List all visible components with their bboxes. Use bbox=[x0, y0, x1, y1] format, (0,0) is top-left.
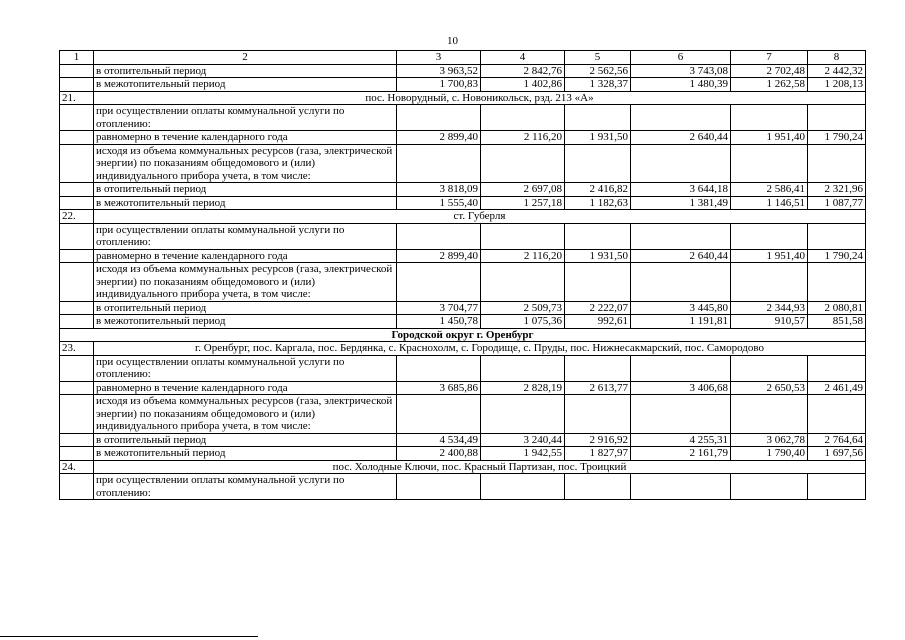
value-cell: 1 790,24 bbox=[808, 249, 866, 263]
value-cell bbox=[481, 474, 565, 500]
value-cell bbox=[397, 474, 481, 500]
row-index bbox=[60, 64, 94, 78]
value-cell: 2 697,08 bbox=[481, 183, 565, 197]
section-title: г. Оренбург, пос. Каргала, пос. Бердянка, с. Краснохолм, с. Городище, с. Пруды, пос. Нижнесакмарский, пос. Самородово bbox=[94, 342, 866, 356]
row-label: в межотопительный период bbox=[94, 196, 397, 210]
value-cell: 1 402,86 bbox=[481, 78, 565, 92]
value-cell: 2 828,19 bbox=[481, 381, 565, 395]
value-cell: 2 899,40 bbox=[397, 249, 481, 263]
table-row bbox=[60, 433, 866, 447]
value-cell: 2 344,93 bbox=[731, 301, 808, 315]
value-cell: 3 240,44 bbox=[481, 433, 565, 447]
value-cell: 3 818,09 bbox=[397, 183, 481, 197]
header-cell: 1 bbox=[60, 51, 94, 65]
row-label: исходя из объема коммунальных ресурсов (газа, электрической энергии) по показаниям общедомового и (или) индивидуального прибора учета, в том числе: bbox=[94, 263, 397, 302]
value-cell: 1 480,39 bbox=[631, 78, 731, 92]
row-index bbox=[60, 131, 94, 145]
value-cell: 1 697,56 bbox=[808, 447, 866, 461]
text-row bbox=[60, 474, 866, 500]
value-cell: 1 450,78 bbox=[397, 315, 481, 329]
value-cell bbox=[397, 263, 481, 302]
table-row bbox=[60, 315, 866, 329]
section-title: ст. Губерля bbox=[94, 210, 866, 224]
value-cell bbox=[808, 223, 866, 249]
value-cell bbox=[631, 395, 731, 434]
value-cell: 2 161,79 bbox=[631, 447, 731, 461]
value-cell: 2 461,49 bbox=[808, 381, 866, 395]
table-row bbox=[60, 301, 866, 315]
header-cell: 4 bbox=[481, 51, 565, 65]
value-cell bbox=[481, 105, 565, 131]
table-row bbox=[60, 183, 866, 197]
value-cell bbox=[631, 474, 731, 500]
value-cell: 2 321,96 bbox=[808, 183, 866, 197]
row-label: равномерно в течение календарного года bbox=[94, 249, 397, 263]
value-cell: 3 963,52 bbox=[397, 64, 481, 78]
value-cell bbox=[631, 223, 731, 249]
table-row bbox=[60, 78, 866, 92]
row-label: равномерно в течение календарного года bbox=[94, 131, 397, 145]
value-cell bbox=[565, 144, 631, 183]
row-label: исходя из объема коммунальных ресурсов (газа, электрической энергии) по показаниям общедомового и (или) индивидуального прибора учета, в том числе: bbox=[94, 144, 397, 183]
row-index bbox=[60, 474, 94, 500]
header-cell: 7 bbox=[731, 51, 808, 65]
district-heading-row bbox=[60, 328, 866, 342]
value-cell bbox=[397, 144, 481, 183]
row-label: при осуществлении оплаты коммунальной услуги по отоплению: bbox=[94, 355, 397, 381]
value-cell: 2 080,81 bbox=[808, 301, 866, 315]
value-cell bbox=[631, 263, 731, 302]
value-cell: 1 931,50 bbox=[565, 249, 631, 263]
row-index bbox=[60, 249, 94, 263]
header-cell: 3 bbox=[397, 51, 481, 65]
value-cell bbox=[731, 355, 808, 381]
value-cell: 2 222,07 bbox=[565, 301, 631, 315]
value-cell: 1 951,40 bbox=[731, 249, 808, 263]
value-cell bbox=[808, 474, 866, 500]
row-label: исходя из объема коммунальных ресурсов (газа, электрической энергии) по показаниям общедомового и (или) индивидуального прибора учета, в том числе: bbox=[94, 395, 397, 434]
value-cell: 1 075,36 bbox=[481, 315, 565, 329]
row-index bbox=[60, 447, 94, 461]
value-cell: 1 182,63 bbox=[565, 196, 631, 210]
value-cell: 3 406,68 bbox=[631, 381, 731, 395]
value-cell: 2 116,20 bbox=[481, 249, 565, 263]
value-cell bbox=[397, 395, 481, 434]
value-cell: 2 562,56 bbox=[565, 64, 631, 78]
value-cell bbox=[397, 223, 481, 249]
value-cell bbox=[731, 263, 808, 302]
value-cell bbox=[481, 355, 565, 381]
row-label: в межотопительный период bbox=[94, 447, 397, 461]
row-label: в межотопительный период bbox=[94, 315, 397, 329]
value-cell: 2 116,20 bbox=[481, 131, 565, 145]
section-number: 24. bbox=[60, 460, 94, 474]
value-cell: 1 191,81 bbox=[631, 315, 731, 329]
value-cell: 1 827,97 bbox=[565, 447, 631, 461]
value-cell: 1 942,55 bbox=[481, 447, 565, 461]
text-row bbox=[60, 105, 866, 131]
value-cell: 3 445,80 bbox=[631, 301, 731, 315]
table-row bbox=[60, 381, 866, 395]
value-cell: 3 704,77 bbox=[397, 301, 481, 315]
value-cell: 1 262,58 bbox=[731, 78, 808, 92]
value-cell: 1 790,40 bbox=[731, 447, 808, 461]
table-row bbox=[60, 131, 866, 145]
district-heading: Городской округ г. Оренбург bbox=[60, 328, 866, 342]
section-row bbox=[60, 210, 866, 224]
value-cell: 1 700,83 bbox=[397, 78, 481, 92]
header-cell: 6 bbox=[631, 51, 731, 65]
value-cell bbox=[731, 105, 808, 131]
value-cell: 910,57 bbox=[731, 315, 808, 329]
value-cell bbox=[481, 395, 565, 434]
value-cell bbox=[481, 263, 565, 302]
value-cell: 2 899,40 bbox=[397, 131, 481, 145]
value-cell: 3 062,78 bbox=[731, 433, 808, 447]
row-index bbox=[60, 355, 94, 381]
row-label: в отопительный период bbox=[94, 183, 397, 197]
table-row bbox=[60, 249, 866, 263]
header-cell: 2 bbox=[94, 51, 397, 65]
value-cell bbox=[808, 263, 866, 302]
row-index bbox=[60, 301, 94, 315]
section-title: пос. Новорудный, с. Новоникольск, рзд. 213 «А» bbox=[94, 91, 866, 105]
section-row bbox=[60, 342, 866, 356]
row-index bbox=[60, 223, 94, 249]
value-cell bbox=[808, 395, 866, 434]
row-index bbox=[60, 433, 94, 447]
value-cell: 1 790,24 bbox=[808, 131, 866, 145]
row-index bbox=[60, 315, 94, 329]
value-cell: 3 743,08 bbox=[631, 64, 731, 78]
value-cell: 2 400,88 bbox=[397, 447, 481, 461]
value-cell: 2 842,76 bbox=[481, 64, 565, 78]
text-row bbox=[60, 355, 866, 381]
section-number: 23. bbox=[60, 342, 94, 356]
value-cell: 2 509,73 bbox=[481, 301, 565, 315]
value-cell bbox=[481, 144, 565, 183]
table-body bbox=[60, 51, 866, 500]
value-cell bbox=[631, 105, 731, 131]
value-cell: 851,58 bbox=[808, 315, 866, 329]
row-label: при осуществлении оплаты коммунальной услуги по отоплению: bbox=[94, 223, 397, 249]
value-cell bbox=[631, 144, 731, 183]
table-row bbox=[60, 64, 866, 78]
value-cell bbox=[731, 144, 808, 183]
value-cell: 3 644,18 bbox=[631, 183, 731, 197]
row-index bbox=[60, 381, 94, 395]
value-cell bbox=[565, 263, 631, 302]
value-cell: 1 931,50 bbox=[565, 131, 631, 145]
section-number: 21. bbox=[60, 91, 94, 105]
value-cell: 1 257,18 bbox=[481, 196, 565, 210]
value-cell: 2 764,64 bbox=[808, 433, 866, 447]
row-index bbox=[60, 105, 94, 131]
page-number: 10 bbox=[447, 35, 458, 47]
value-cell bbox=[808, 144, 866, 183]
value-cell: 1 951,40 bbox=[731, 131, 808, 145]
header-cell: 8 bbox=[808, 51, 866, 65]
row-label: в отопительный период bbox=[94, 301, 397, 315]
text-row bbox=[60, 395, 866, 434]
value-cell bbox=[731, 223, 808, 249]
value-cell bbox=[731, 474, 808, 500]
header-row bbox=[60, 51, 866, 65]
value-cell: 2 640,44 bbox=[631, 131, 731, 145]
row-label: равномерно в течение календарного года bbox=[94, 381, 397, 395]
tariff-table bbox=[59, 50, 866, 500]
value-cell: 2 650,53 bbox=[731, 381, 808, 395]
text-row bbox=[60, 223, 866, 249]
value-cell: 1 381,49 bbox=[631, 196, 731, 210]
value-cell bbox=[631, 355, 731, 381]
value-cell: 2 916,92 bbox=[565, 433, 631, 447]
header-cell: 5 bbox=[565, 51, 631, 65]
value-cell: 3 685,86 bbox=[397, 381, 481, 395]
value-cell bbox=[808, 355, 866, 381]
value-cell: 4 255,31 bbox=[631, 433, 731, 447]
value-cell bbox=[565, 474, 631, 500]
row-index bbox=[60, 78, 94, 92]
value-cell: 1 555,40 bbox=[397, 196, 481, 210]
section-number: 22. bbox=[60, 210, 94, 224]
row-index bbox=[60, 263, 94, 302]
row-index bbox=[60, 144, 94, 183]
value-cell: 2 442,32 bbox=[808, 64, 866, 78]
value-cell bbox=[397, 355, 481, 381]
value-cell bbox=[397, 105, 481, 131]
text-row bbox=[60, 144, 866, 183]
value-cell bbox=[481, 223, 565, 249]
section-title: пос. Холодные Ключи, пос. Красный Партизан, пос. Троицкий bbox=[94, 460, 866, 474]
row-index bbox=[60, 196, 94, 210]
value-cell: 2 416,82 bbox=[565, 183, 631, 197]
value-cell bbox=[565, 223, 631, 249]
row-label: в отопительный период bbox=[94, 433, 397, 447]
value-cell: 1 328,37 bbox=[565, 78, 631, 92]
text-row bbox=[60, 263, 866, 302]
value-cell: 1 087,77 bbox=[808, 196, 866, 210]
value-cell bbox=[565, 105, 631, 131]
value-cell: 2 613,77 bbox=[565, 381, 631, 395]
row-label: при осуществлении оплаты коммунальной услуги по отоплению: bbox=[94, 105, 397, 131]
value-cell: 1 208,13 bbox=[808, 78, 866, 92]
row-index bbox=[60, 395, 94, 434]
value-cell bbox=[731, 395, 808, 434]
row-index bbox=[60, 183, 94, 197]
value-cell: 2 586,41 bbox=[731, 183, 808, 197]
value-cell: 992,61 bbox=[565, 315, 631, 329]
table-row bbox=[60, 447, 866, 461]
value-cell bbox=[808, 105, 866, 131]
value-cell: 1 146,51 bbox=[731, 196, 808, 210]
value-cell bbox=[565, 395, 631, 434]
footnote-divider bbox=[0, 636, 258, 637]
value-cell: 2 640,44 bbox=[631, 249, 731, 263]
value-cell: 4 534,49 bbox=[397, 433, 481, 447]
row-label: в межотопительный период bbox=[94, 78, 397, 92]
row-label: при осуществлении оплаты коммунальной услуги по отоплению: bbox=[94, 474, 397, 500]
section-row bbox=[60, 91, 866, 105]
value-cell bbox=[565, 355, 631, 381]
table-row bbox=[60, 196, 866, 210]
row-label: в отопительный период bbox=[94, 64, 397, 78]
value-cell: 2 702,48 bbox=[731, 64, 808, 78]
section-row bbox=[60, 460, 866, 474]
